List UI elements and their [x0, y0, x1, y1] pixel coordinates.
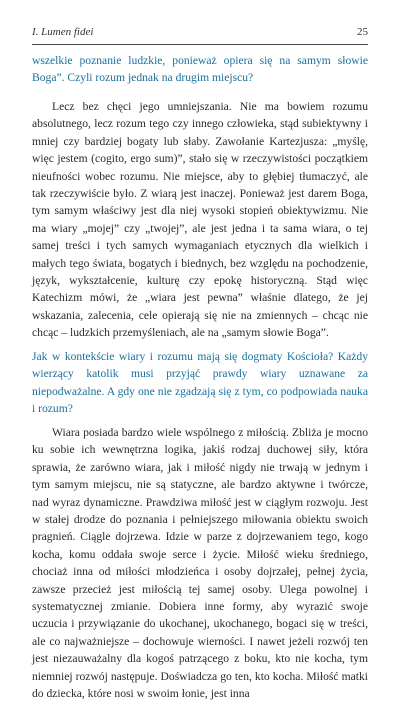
interview-question	[32, 348, 368, 418]
answer-paragraph	[32, 424, 368, 703]
chapter-title: I. Lumen fidei	[32, 26, 94, 38]
page-number: 25	[357, 26, 368, 38]
question-text: Jak w kontekście wiary i rozumu mają się dogmaty Kościoła? Każdy wierzący katolik musi przyjąć prawdy wiary uznawane za niepodważalne. A gdy one nie zgadzają się z tym, co podpowiada nauka i rozum?	[32, 350, 368, 416]
paragraph-text: Wiara posiada bardzo wiele wspólnego z miłością. Zbliża je mocno ku sobie ich wewnętrzna logika, jakiś rodzaj duchowej siły, która sprawia, że zarówno wiara, jak i miłość nigdy nie trwają w jednym i tym samym miejscu, nie są statyczne, ale bardzo aktywne i twórcze, nad wyraz dynamiczne. Prawdziwa miłość jest w ciągłym rozwoju. Jest w stałej drodze do poznania i pełniejszego miłowania obiektu swoich pragnień. Ciągle dojrzewa. Idzie w parze z dojrzewaniem tego, kogo kocha, komu oddała swoje serce i życie. Miłość wieku średniego, chociaż inna od miłości młodzieńca i osoby dojrzałej, pełnej życia, zawsze przecież jest miłością tej samej osoby. Ulega powolnej i systematycznej zmianie. Dobiera inne formy, aby wyrazić swoje uczucia i przywiązanie do ukochanej, ukochanego, bogaci się w treści, ale co najważniejsze – dochowuje wierności. I nawet jeżeli rozwój ten jest niezauważalny dla kogoś patrzącego z boku, kto nie kocha, tym niemniej rozwój następuje. Doświadcza go ten, kto kocha. Miłość matki do dziecka, które nosi w swoim łonie, jest inna	[32, 426, 368, 701]
question-text: wszelkie poznanie ludzkie, ponieważ opiera się na samym słowie Boga”. Czyli rozum jednak na drugim miejscu?	[32, 54, 368, 85]
answer-paragraph	[32, 98, 368, 342]
paragraph-text: Lecz bez chęci jego umniejszania. Nie ma bowiem rozumu absolutnego, lecz rozum tego czy innego człowieka, stąd subiektywny i mniej czy bardziej bogaty lub słaby. Zawołanie Kartezjusza: „myślę, więc jestem (cogito, ergo sum)”, stało się w rzeczywistości początkiem nieufności wobec rozumu. Nie miejsce, aby to głębiej tłumaczyć, ale tak rzeczywiście było. Z wiarą jest inaczej. Ponieważ jest darem Boga, tym samym właściwy jest dla niej wysoki stopień obiektywizmu. Nie ma wiary „mojej” czy „twojej”, ale jest jedna i ta sama wiara, o tej samej treści i tych samych wymaganiach etycznych dla wielkich i małych tego świata, bogatych i biednych, bez względu na pochodzenie, język, wykształcenie, kulturę czy epokę historyczną. Stąd więc Katechizm mówi, że „wiara jest pewna” właśnie dlatego, że jej wskazania, zalecenia, cele opierają się nie na zmiennych – chcąc nie chcąc – ludzkich przemyśleniach, ale na „samym słowie Boga”.	[32, 100, 368, 340]
header-rule	[32, 44, 368, 45]
interview-question	[32, 52, 368, 87]
running-header	[32, 26, 368, 38]
